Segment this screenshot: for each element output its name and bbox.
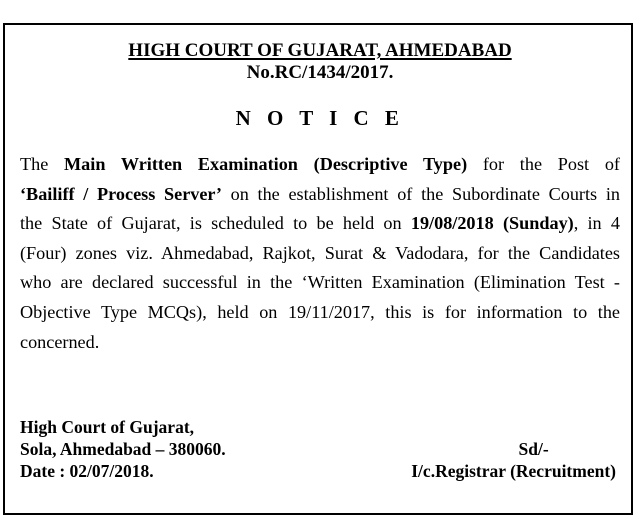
notice-line: concerned.: [20, 331, 100, 352]
notice-line: ‘Bailiff / Process Server’ on the establishment of the Subordinate Courts in: [20, 183, 620, 204]
issuer-block: [20, 416, 226, 482]
reference-number: No.RC/1434/2017.: [246, 62, 394, 83]
court-title: HIGH COURT OF GUJARAT, AHMEDABAD: [128, 40, 512, 61]
issuer-org: High Court of Gujarat,: [20, 417, 195, 437]
issue-date: Date : 02/07/2018.: [20, 461, 154, 481]
notice-line: The Main Written Examination (Descriptive Type) for the Post of: [20, 154, 620, 174]
notice-line: (Four) zones viz. Ahmedabad, Rajkot, Surat & Vadodara, for the Candidates: [20, 242, 620, 263]
notice-body: [20, 150, 620, 357]
notice-line: Objective Type MCQs), held on 19/11/2017, this is for information to the: [20, 301, 620, 322]
signatory-designation: I/c.Registrar (Recruitment): [411, 461, 616, 481]
notice-heading: N O T I C E: [235, 106, 405, 130]
signature-mark: Sd/-: [518, 439, 549, 459]
emphasis-text: ‘Bailiff / Process Server’: [20, 183, 222, 204]
signatory-block: [411, 438, 616, 482]
emphasis-text: 19/08/2018 (Sunday): [410, 213, 574, 234]
emphasis-text: Main Written Examination (Descriptive Type): [64, 154, 468, 174]
notice-line: who are declared successful in the ‘Written Examination (Elimination Test -: [20, 272, 620, 293]
notice-line: the State of Gujarat, is scheduled to be held on 19/08/2018 (Sunday), in 4: [20, 213, 620, 234]
issuer-address: Sola, Ahmedabad – 380060.: [20, 439, 226, 459]
